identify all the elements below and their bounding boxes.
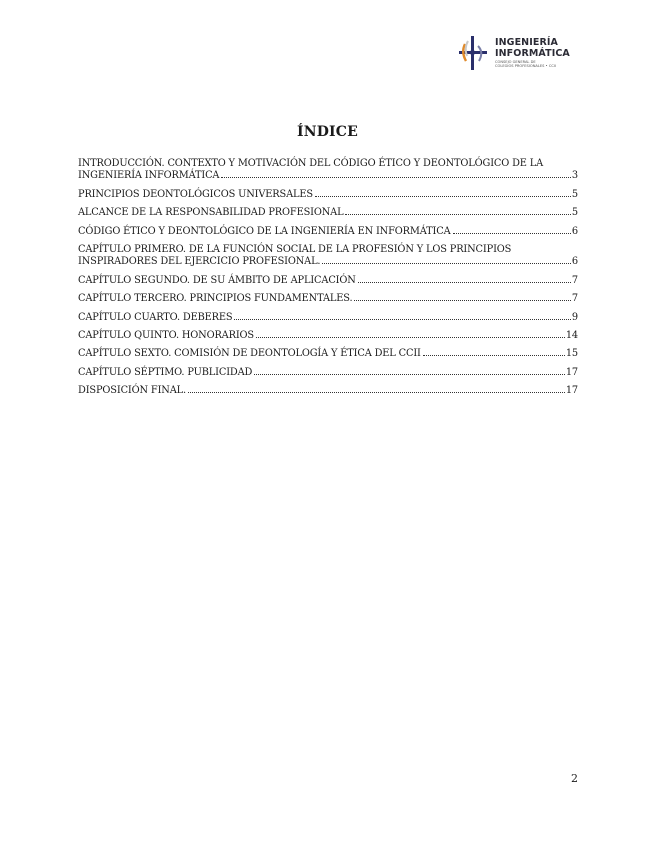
toc-entry-alcance[interactable] bbox=[78, 207, 578, 219]
dot-leader bbox=[453, 233, 571, 234]
toc-entry-page: 7 bbox=[571, 293, 578, 305]
toc-entry-page: 17 bbox=[565, 385, 578, 397]
dot-leader bbox=[423, 355, 565, 356]
toc-entry-title: PRINCIPIOS DEONTOLÓGICOS UNIVERSALES bbox=[78, 188, 313, 200]
toc-entry-title: CAPÍTULO SEXTO. COMISIÓN DE DEONTOLOGÍA Y ÉTICA DEL CCII bbox=[78, 348, 421, 360]
toc-entry-title: ALCANCE DE LA RESPONSABILIDAD PROFESIONAL bbox=[78, 207, 344, 219]
toc-entry-title: CAPÍTULO SÉPTIMO. PUBLICIDAD bbox=[78, 366, 253, 378]
dot-leader bbox=[188, 392, 565, 393]
toc-entry-page: 14 bbox=[565, 330, 578, 342]
toc-entry-title: CÓDIGO ÉTICO Y DEONTOLÓGICO DE LA INGENIERÍA EN INFORMÁTICA bbox=[78, 225, 451, 237]
toc-entry-codigo[interactable] bbox=[78, 226, 578, 238]
page-number: 2 bbox=[571, 772, 578, 785]
toc-entry-page: 7 bbox=[571, 274, 578, 286]
toc-entry-page: 5 bbox=[571, 207, 578, 219]
logo-subtitle bbox=[495, 60, 555, 69]
toc-entry-title: DISPOSICIÓN FINAL. bbox=[78, 385, 186, 397]
dot-leader bbox=[354, 300, 570, 301]
toc-entry-capitulo-sexto[interactable] bbox=[78, 348, 578, 360]
dot-leader bbox=[315, 196, 571, 197]
toc-entry-page: 5 bbox=[571, 188, 578, 200]
toc-entry-introduccion[interactable] bbox=[78, 158, 578, 183]
logo-subtitle-line2: COLEGIOS PROFESIONALES • CCII bbox=[495, 64, 556, 69]
toc-entry-capitulo-cuarto[interactable] bbox=[78, 312, 578, 324]
toc-entry-page: 6 bbox=[571, 256, 578, 268]
dot-leader bbox=[221, 177, 571, 178]
logo-title-line2: INFORMÁTICA bbox=[495, 48, 570, 59]
toc-entry-capitulo-segundo[interactable] bbox=[78, 275, 578, 287]
toc-entry-title: CAPÍTULO CUARTO. DEBERES bbox=[78, 311, 233, 323]
logo-title-line1: INGENIERÍA bbox=[495, 37, 558, 48]
toc-entry-title: CAPÍTULO QUINTO. HONORARIOS bbox=[78, 330, 254, 342]
dot-leader bbox=[254, 374, 565, 375]
toc-entry-principios[interactable] bbox=[78, 189, 578, 201]
dot-leader bbox=[256, 337, 565, 338]
toc-entry-title-line1: INTRODUCCIÓN. CONTEXTO Y MOTIVACIÓN DEL CÓDIGO ÉTICO Y DEONTOLÓGICO DE LA bbox=[78, 158, 544, 169]
toc-entry-title: CAPÍTULO TERCERO. PRINCIPIOS FUNDAMENTALES. bbox=[78, 293, 353, 305]
toc-entry-title: INGENIERÍA INFORMÁTICA bbox=[78, 170, 220, 182]
toc-entry-page: 15 bbox=[565, 348, 578, 360]
toc-entry-title-line1: CAPÍTULO PRIMERO. DE LA FUNCIÓN SOCIAL DE LA PROFESIÓN Y LOS PRINCIPIOS bbox=[78, 244, 512, 256]
toc-entry-capitulo-quinto[interactable] bbox=[78, 330, 578, 342]
table-of-contents bbox=[78, 158, 578, 404]
dot-leader bbox=[358, 282, 571, 283]
toc-entry-page: 9 bbox=[571, 311, 578, 323]
toc-entry-page: 17 bbox=[565, 366, 578, 378]
organization-logo bbox=[457, 34, 582, 74]
dot-leader bbox=[322, 263, 571, 264]
toc-entry-capitulo-tercero[interactable] bbox=[78, 293, 578, 305]
dot-leader bbox=[234, 319, 570, 320]
toc-entry-title: CAPÍTULO SEGUNDO. DE SU ÁMBITO DE APLICACIÓN bbox=[78, 274, 356, 286]
dot-leader bbox=[345, 214, 570, 215]
page-title: ÍNDICE bbox=[296, 124, 359, 140]
toc-entry-capitulo-septimo[interactable] bbox=[78, 367, 578, 379]
toc-entry-title: INSPIRADORES DEL EJERCICIO PROFESIONAL. bbox=[78, 256, 321, 268]
logo-emblem-icon bbox=[457, 34, 489, 72]
logo-subtitle-line1: CONSEJO GENERAL DE bbox=[495, 60, 536, 64]
toc-entry-page: 3 bbox=[571, 170, 578, 182]
toc-entry-disposicion-final[interactable] bbox=[78, 385, 578, 397]
toc-entry-capitulo-primero[interactable] bbox=[78, 244, 578, 269]
toc-entry-page: 6 bbox=[571, 225, 578, 237]
